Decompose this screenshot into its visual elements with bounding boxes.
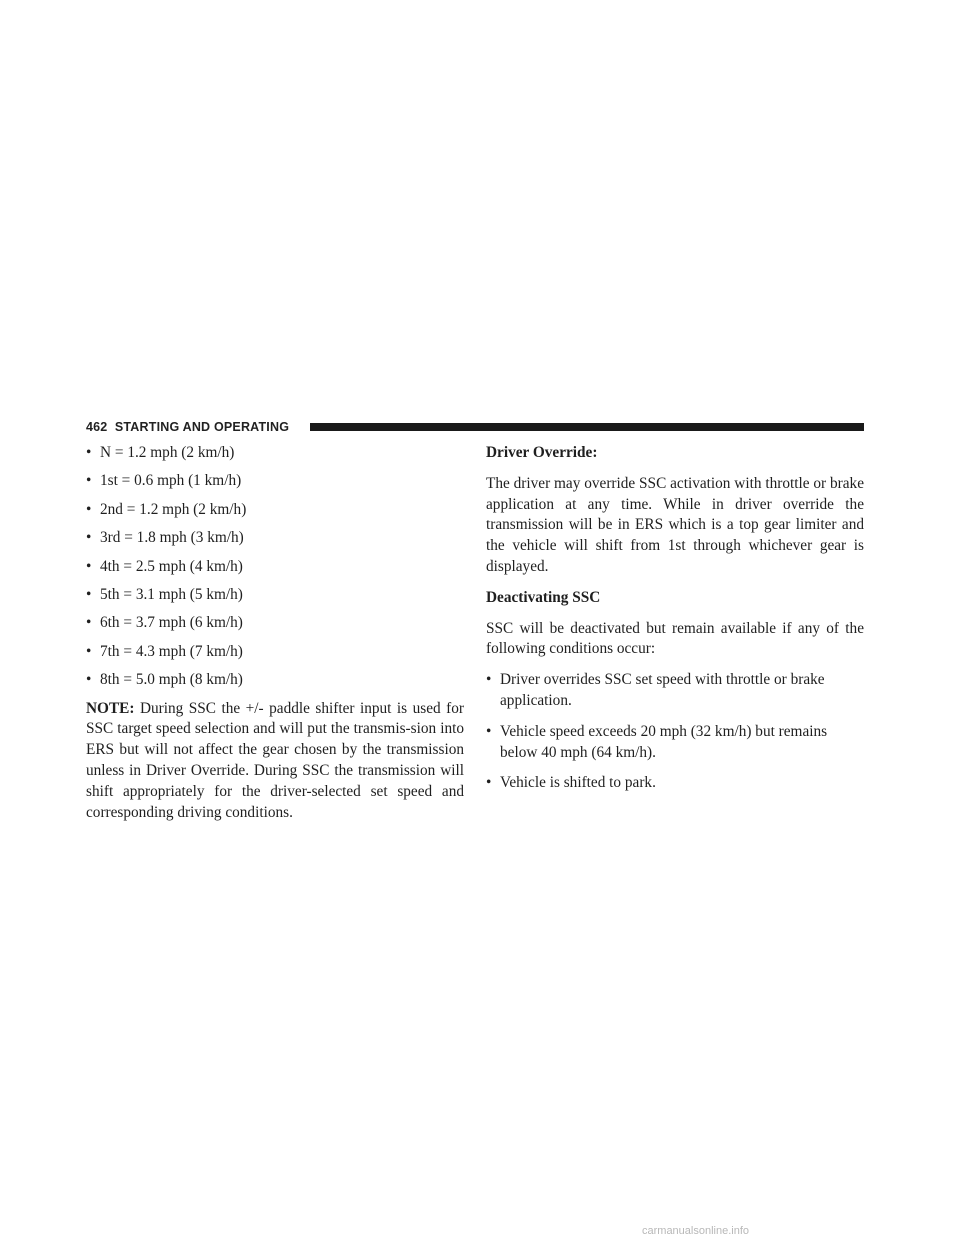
condition-item-text: Driver overrides SSC set speed with throttle or brake application. xyxy=(500,671,825,709)
bullet-icon: • xyxy=(486,671,492,689)
note-text: During SSC the +/- paddle shifter input is used for SSC target speed selection and will put the transmis-sion into ERS but will not affect the gear chosen by the transmission unless in Driver Override. During SSC the transmission will shift appropriately for the driver-selected set speed and corresponding driving conditions. xyxy=(86,699,464,821)
condition-item xyxy=(486,670,864,712)
condition-item xyxy=(486,773,864,794)
driver-override-heading: Driver Override: xyxy=(486,444,598,461)
gear-speed-item xyxy=(86,500,464,521)
bullet-icon: • xyxy=(86,585,92,603)
right-column xyxy=(486,443,864,804)
condition-item xyxy=(486,722,864,764)
header-rule xyxy=(310,423,864,431)
page-number: 462 xyxy=(86,420,108,434)
gear-speed-item-text: N = 1.2 mph (2 km/h) xyxy=(100,444,235,461)
bullet-icon: • xyxy=(86,500,92,518)
gear-speed-item xyxy=(86,642,464,663)
deactivating-ssc-text: SSC will be deactivated but remain available if any of the following conditions occur: xyxy=(486,619,864,658)
gear-speed-item xyxy=(86,528,464,549)
bullet-icon: • xyxy=(486,774,492,792)
deactivating-ssc-heading: Deactivating SSC xyxy=(486,588,601,606)
bullet-icon: • xyxy=(86,614,92,632)
note-label: NOTE: xyxy=(86,699,135,717)
driver-override-text: The driver may override SSC activation with throttle or brake application at any time. While in driver override the transmission will be in ERS which is a top gear limiter and the vehicle will shift from 1st through whichever gear is displayed. xyxy=(486,474,864,575)
gear-speed-item-text: 7th = 4.3 mph (7 km/h) xyxy=(100,642,243,660)
deactivation-conditions-list xyxy=(486,670,864,794)
gear-speed-list xyxy=(86,443,464,691)
gear-speed-item-text: 2nd = 1.2 mph (2 km/h) xyxy=(100,500,247,518)
gear-speed-item xyxy=(86,557,464,578)
gear-speed-item xyxy=(86,471,464,492)
condition-item-text: Vehicle speed exceeds 20 mph (32 km/h) but remains below 40 mph (64 km/h). xyxy=(500,722,828,761)
page-header xyxy=(86,420,864,434)
header-label xyxy=(86,420,289,434)
gear-speed-item-text: 3rd = 1.8 mph (3 km/h) xyxy=(100,529,244,547)
gear-speed-item xyxy=(86,585,464,606)
gear-speed-item-text: 1st = 0.6 mph (1 km/h) xyxy=(100,472,242,490)
section-title: STARTING AND OPERATING xyxy=(114,420,290,434)
bullet-icon: • xyxy=(86,642,92,660)
note-paragraph xyxy=(86,699,464,824)
gear-speed-item-text: 8th = 5.0 mph (8 km/h) xyxy=(100,671,243,689)
bullet-icon: • xyxy=(86,444,92,461)
bullet-icon: • xyxy=(86,671,92,689)
gear-speed-item xyxy=(86,613,464,634)
gear-speed-item xyxy=(86,443,464,464)
bullet-icon: • xyxy=(86,557,92,575)
bullet-icon: • xyxy=(86,472,92,490)
bullet-icon: • xyxy=(486,722,492,740)
gear-speed-item-text: 4th = 2.5 mph (4 km/h) xyxy=(100,557,243,575)
condition-item-text: Vehicle is shifted to park. xyxy=(500,774,656,792)
bullet-icon: • xyxy=(86,529,92,547)
watermark: carmanualsonline.info xyxy=(642,1225,750,1237)
gear-speed-item xyxy=(86,670,464,691)
left-column xyxy=(86,443,464,823)
gear-speed-item-text: 6th = 3.7 mph (6 km/h) xyxy=(100,614,243,632)
gear-speed-item-text: 5th = 3.1 mph (5 km/h) xyxy=(100,585,243,603)
